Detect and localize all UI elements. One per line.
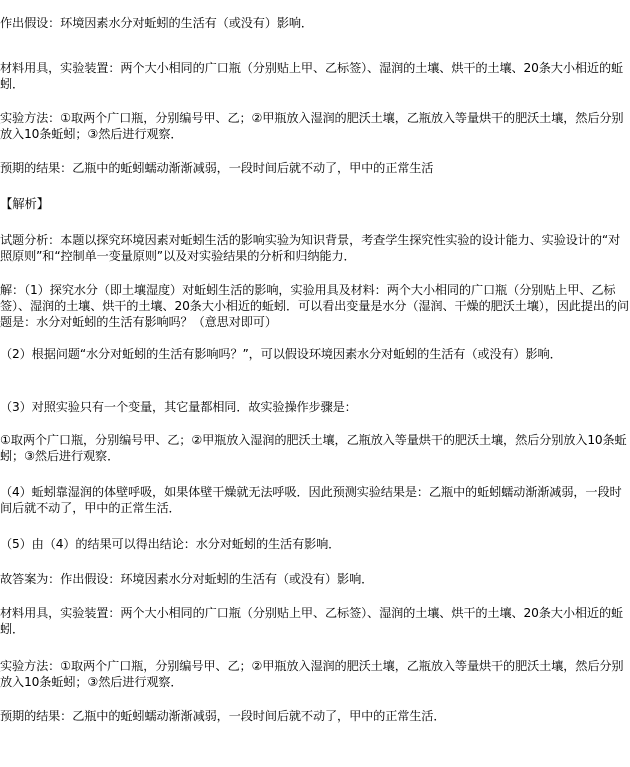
method-paragraph: 实验方法：①取两个广口瓶，分别编号甲、乙；②甲瓶放入湿润的肥沃土壤，乙瓶放入等量烘干的肥沃土壤，然后分别放入10条蚯蚓；③然后进行观察． [0, 111, 624, 141]
solution-procedure-paragraph: ①取两个广口瓶，分别编号甲、乙；②甲瓶放入湿润的肥沃土壤，乙瓶放入等量烘干的肥沃土壤，然后分别放入10条蚯蚓；③然后进行观察． [0, 433, 627, 463]
solution-step-3-paragraph: （3）对照实验只有一个变量，其它量都相同．故实验操作步骤是： [0, 400, 357, 414]
solution-step-4-paragraph: （4）蚯蚓靠湿润的体壁呼吸，如果体壁干燥就无法呼吸．因此预测实验结果是：乙瓶中的蚯蚓蠕动渐渐减弱，一段时间后就不动了，甲中的正常生活． [0, 485, 622, 515]
answer-materials-paragraph: 材料用具，实验装置：两个大小相同的广口瓶（分别贴上甲、乙标签）、湿润的土壤、烘干的土壤、20条大小相近的蚯蚓． [0, 606, 624, 636]
solution-step-1-paragraph: 解：（1）探究水分（即土壤湿度）对蚯蚓生活的影响，实验用具及材料：两个大小相同的广口瓶（分别贴上甲、乙标签）、湿润的土壤、烘干的土壤、20条大小相近的蚯蚓．可以看出变量是水分（湿润、干燥的肥沃土壤），因此提出的问题是：水分对蚯蚓的生活有影响吗？（意思对即可） [0, 283, 629, 329]
answer-method-paragraph: 实验方法：①取两个广口瓶，分别编号甲、乙；②甲瓶放入湿润的肥沃土壤，乙瓶放入等量烘干的肥沃土壤，然后分别放入10条蚯蚓；③然后进行观察． [0, 659, 624, 689]
analysis-heading: 【解析】 [0, 196, 49, 211]
solution-step-2-paragraph: （2）根据问题“水分对蚯蚓的生活有影响吗？”，可以假设环境因素水分对蚯蚓的生活有（或没有）影响． [0, 347, 562, 361]
answer-expected-result-paragraph: 预期的结果：乙瓶中的蚯蚓蠕动渐渐减弱，一段时间后就不动了，甲中的正常生活． [0, 709, 446, 723]
analysis-overview-paragraph: 试题分析：本题以探究环境因素对蚯蚓生活的影响实验为知识背景，考查学生探究性实验的设计能力、实验设计的“对照原则”和“控制单一变量原则”以及对实验结果的分析和归纳能力． [0, 233, 621, 263]
expected-result-paragraph: 预期的结果：乙瓶中的蚯蚓蠕动渐渐减弱，一段时间后就不动了，甲中的正常生活 [0, 161, 434, 175]
answer-hypothesis-paragraph: 故答案为：作出假设：环境因素水分对蚯蚓的生活有（或没有）影响． [0, 572, 374, 586]
materials-paragraph: 材料用具，实验装置：两个大小相同的广口瓶（分别贴上甲、乙标签）、湿润的土壤、烘干的土壤、20条大小相近的蚯蚓． [0, 61, 624, 91]
solution-step-5-paragraph: （5）由（4）的结果可以得出结论：水分对蚯蚓的生活有影响． [0, 537, 341, 551]
hypothesis-paragraph: 作出假设：环境因素水分对蚯蚓的生活有（或没有）影响． [0, 16, 313, 30]
